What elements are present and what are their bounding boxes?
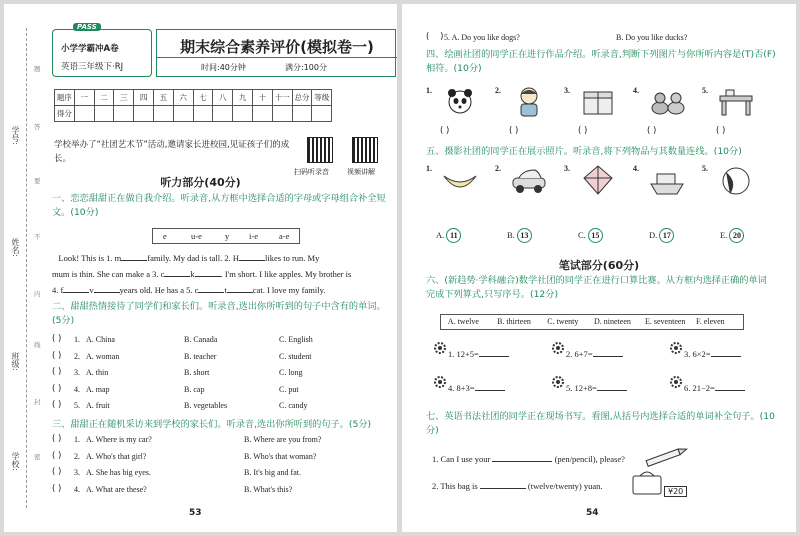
q1-option: i-e [249,231,258,241]
q6-answer-blank[interactable] [593,348,623,357]
q3-option-b: B. Where are you from? [244,435,322,444]
score-header-cell: 九 [233,90,253,106]
q4-number: 4. [633,86,639,95]
q4-answer-paren[interactable]: ( ) [440,126,450,136]
q3-option-a: A. She has big eyes. [86,468,151,477]
q1-option: a-e [279,231,290,241]
q3-number: 1. [74,435,80,444]
score-header-cell: 一 [74,90,94,106]
score-cell[interactable] [134,106,154,122]
blank-4b[interactable] [94,284,120,293]
score-header-cell: 四 [134,90,154,106]
gear-icon [668,340,684,356]
listening-section-title: 听力部分(40分) [160,176,241,189]
page-number-left: 53 [189,508,202,518]
score-header-cell: 十 [252,90,272,106]
q6-option: B. thirteen [497,317,531,326]
score-cell[interactable] [252,106,272,122]
q6-option-box [440,314,744,330]
score-header-cell: 七 [193,90,213,106]
blank-2[interactable] [239,252,265,261]
q1-option: u-e [191,231,202,241]
q5-count-option[interactable]: D. 17 [649,228,674,243]
score-header-cell: 二 [94,90,114,106]
qr-label-audio: 扫码听录音 [294,168,329,176]
answer-paren[interactable]: ( ) [52,367,62,377]
q3-option-b: B. It's big and fat. [244,468,301,477]
boat-icon [647,164,687,198]
q5-number: 5. [702,164,708,173]
score-header-cell: 五 [153,90,173,106]
gear-icon [550,340,566,356]
q1-option: e [163,231,167,241]
q6-sum: 1. 12+5= [448,348,509,359]
q3-number: 3. [74,468,80,477]
q4-number: 3. [564,86,570,95]
q6-answer-blank[interactable] [479,348,509,357]
score-cell[interactable] [74,106,94,122]
q6-option: C. twenty [547,317,579,326]
q7-blank-2[interactable] [480,480,526,489]
blank-1[interactable] [121,252,147,261]
q5-number: 1. [426,164,432,173]
desk-icon [716,84,756,118]
q4-number: 2. [495,86,501,95]
passage-line: Look! This is 1. m family. My dad is tall. 2. H likes to run. My [58,253,320,263]
qr-code-video[interactable] [352,137,378,163]
score-table [54,89,332,122]
right-page [402,4,796,532]
q2-option-b: B. cap [184,384,205,394]
q6-option: D. nineteen [594,317,631,326]
q4-title: 四、绘画社团的同学正在进行作品介绍。听录音,判断下列图片与你所听内容是(T)否(F)相符。(10分) [426,49,776,74]
q1-option-box [152,228,300,244]
book-title: 小学学霸冲A卷 [61,44,119,54]
q3-title: 三、甜甜正在随机采访来到学校的家长们。听录音,选出你所听到的句子。(5分) [52,419,372,430]
class-label: 班级: [11,352,20,371]
gear-icon [668,374,684,390]
count-circle: 20 [729,228,744,243]
toy-car-icon [509,164,549,198]
binding-char: 封 [34,398,41,406]
score-header-cell: 六 [173,90,193,106]
book-badge-box [52,23,152,77]
panda-icon [440,84,480,118]
q7-title: 七、英语书法社团的同学正在现场书写。看图,从括号内选择合适的单词补全句子。(10分) [426,411,775,436]
q7-blank-1[interactable] [492,453,552,462]
passage-line: 4. f v years old. He has a 5. c t cat. I love my family. [52,285,326,295]
left-page [4,4,397,532]
score-header-cell: 题序 [55,90,75,106]
q2-option-a: A. fruit [86,401,110,410]
q2-option-a: A. China [86,335,115,344]
q2-option-a: A. map [86,384,110,394]
q2-option-c: C. put [279,384,299,394]
q5-number: 4. [633,164,639,173]
score-header-cell: 等级 [312,90,332,106]
banana-icon [440,164,480,198]
answer-paren[interactable]: ( ) [52,350,62,361]
score-cell[interactable] [233,106,253,122]
price-tag: ¥20 [664,486,687,497]
writing-section-title: 笔试部分(60分) [558,259,640,272]
gear-icon [432,340,448,356]
q4-answer-paren[interactable]: ( ) [647,126,657,136]
intro-text: 学校举办了“社团艺术节”活动,邀请家长进校园,见证孩子们的成长。 [54,140,290,164]
q6-sum: 3. 6×2= [684,348,741,359]
score-cell[interactable] [94,106,114,122]
book-subject: 英语三年级下·RJ [61,62,124,72]
q3-option-a: A. Who's that girl? [86,451,147,461]
q5-count-option[interactable]: A. 11 [436,228,461,243]
answer-paren[interactable]: ( ) [52,450,62,461]
blank-3b[interactable] [195,268,221,277]
binding-char: 不 [34,233,41,241]
q3-option-b: B. What's this? [244,484,293,494]
pencil-icon [640,444,690,470]
binding-char: 内 [34,290,41,298]
score-cell[interactable] [173,106,193,122]
blank-5b[interactable] [227,284,253,293]
score-header-cell: 八 [213,90,233,106]
exam-full-score: 满分:100分 [285,63,327,72]
q2-number: 4. [74,384,80,394]
blank-5a[interactable] [198,284,224,293]
q4-answer-paren[interactable]: ( ) [716,126,726,136]
score-cell[interactable] [213,106,233,122]
qr-label-video: 视频讲解 [347,168,375,176]
q2-number: 3. [74,368,80,377]
q3-5-option-a: 5. A. Do you like dogs? [444,33,520,42]
q1-option: y [225,231,230,241]
ball-icon [716,164,756,198]
q6-sum: 5. 12+8= [566,382,627,393]
score-header-cell: 总分 [292,90,312,106]
count-circle: 13 [517,228,532,243]
binding-char: 题 [34,65,41,73]
q5-title: 五、摄影社团的同学正在展示照片。听录音,将下列物品与其数量连线。(10分) [426,146,742,157]
header-divider [157,57,397,58]
binding-char: 线 [34,341,41,349]
q6-sum: 2. 6+7= [566,348,623,359]
exam-header-box [156,29,396,77]
q5-count-option[interactable]: B. 13 [507,228,532,243]
bag-icon [630,468,664,496]
count-circle: 17 [659,228,674,243]
q5-count-option[interactable]: C. 15 [578,228,603,243]
q3-option-a: A. What are these? [86,484,147,494]
q4-answer-paren[interactable]: ( ) [578,126,588,136]
count-circle: 11 [446,228,461,243]
student-id-label: 学号: [11,126,20,145]
gift-box-icon [578,84,618,118]
answer-paren[interactable]: ( ) [52,467,62,477]
count-circle: 15 [588,228,603,243]
q4-number: 5. [702,86,708,95]
binding-char: 答 [34,123,41,131]
answer-paren[interactable]: ( ) [52,483,62,494]
score-cell[interactable] [153,106,173,122]
q3-option-a: A. Where is my car? [86,435,152,444]
q3-number: 4. [74,484,80,494]
q6-option: E. seventeen [645,317,686,326]
blank-3a[interactable] [164,268,190,277]
score-header-cell: 十一 [272,90,292,106]
q2-option-c: C. student [279,351,312,361]
q2-option-c: C. long [279,368,303,377]
q2-option-b: B. vegetables [184,401,228,410]
q6-title: 六、(新趋势·学科融合)数学社团的同学正在进行口算比赛。从方框内选择正确的单词完成下列算式,只写序号。(12分) [426,275,767,300]
binding-line [26,28,27,508]
score-cell[interactable] [193,106,213,122]
q5-count-option[interactable]: E. 20 [720,228,744,243]
boy-icon [509,84,549,118]
score-header-cell: 三 [114,90,134,106]
q6-answer-blank[interactable] [475,382,505,391]
q7-item-2: 2. This bag is (twelve/twenty) yuan. [432,481,603,491]
q6-sum: 4. 8+3= [448,382,505,393]
binding-char: 要 [34,177,41,185]
score-cell[interactable] [114,106,134,122]
q2-option-b: B. Canada [184,335,218,344]
q4-answer-paren[interactable]: ( ) [509,126,519,136]
score-cell[interactable] [312,106,332,122]
q2-option-b: B. teacher [184,351,217,361]
gear-icon [550,374,566,390]
answer-paren[interactable]: ( ) [426,32,444,42]
passage-line: mum is thin. She can make a 3. c k . I'm short. I like apples. My brother is [52,269,352,279]
kite-icon [578,164,618,198]
q2-option-c: C. candy [279,401,308,410]
q6-answer-blank[interactable] [597,382,627,391]
binding-char: 密 [34,453,41,461]
q2-option-b: B. short [184,368,210,377]
answer-paren[interactable]: ( ) [52,400,62,410]
answer-paren[interactable]: ( ) [52,334,62,344]
q3-option-b: B. Who's that woman? [244,451,317,461]
cats-icon [647,84,687,118]
q2-number: 2. [74,351,80,361]
exam-time: 时间:40分钟 [201,63,246,72]
q1-title: 一、恋恋甜甜正在做自我介绍。听录音,从方框中选择合适的字母或字母组合补全短文。(10分) [52,193,386,218]
school-label: 学校: [11,452,20,471]
q2-number: 5. [74,401,80,410]
q2-option-a: A. woman [86,351,120,361]
q6-option: A. twelve [447,317,479,326]
q2-option-a: A. thin [86,368,109,377]
q3-number: 2. [74,451,80,461]
q6-answer-blank[interactable] [715,382,745,391]
q2-title: 二、甜甜热情接待了同学们和家长们。听录音,选出你所听到的句子中含有的单词。(5分) [52,301,386,326]
score-cell[interactable] [272,106,292,122]
score-row-label: 得分 [55,106,75,122]
blank-4a[interactable] [63,284,89,293]
score-cell[interactable] [292,106,312,122]
answer-paren[interactable]: ( ) [52,434,62,444]
q7-item-1: 1. Can I use your (pen/pencil), please? [432,454,625,464]
q4-number: 1. [426,86,432,95]
q1-passage [52,250,390,298]
q2-option-c: C. English [279,335,313,344]
q6-answer-blank[interactable] [711,348,741,357]
name-label: 姓名: [11,238,20,257]
gear-icon [432,374,448,390]
pass-logo: PASS [73,23,101,31]
q6-sum: 6. 21−2= [684,382,745,393]
q5-number: 3. [564,164,570,173]
qr-code-audio[interactable] [307,137,333,163]
page-number-right: 54 [586,508,599,518]
answer-paren[interactable]: ( ) [52,383,62,394]
exam-title: 期末综合素养评价(模拟卷一) [180,38,374,56]
q6-option: F. eleven [696,317,725,326]
q2-number: 1. [74,335,80,344]
q5-number: 2. [495,164,501,173]
q3-5-option-b: B. Do you like ducks? [616,33,688,42]
